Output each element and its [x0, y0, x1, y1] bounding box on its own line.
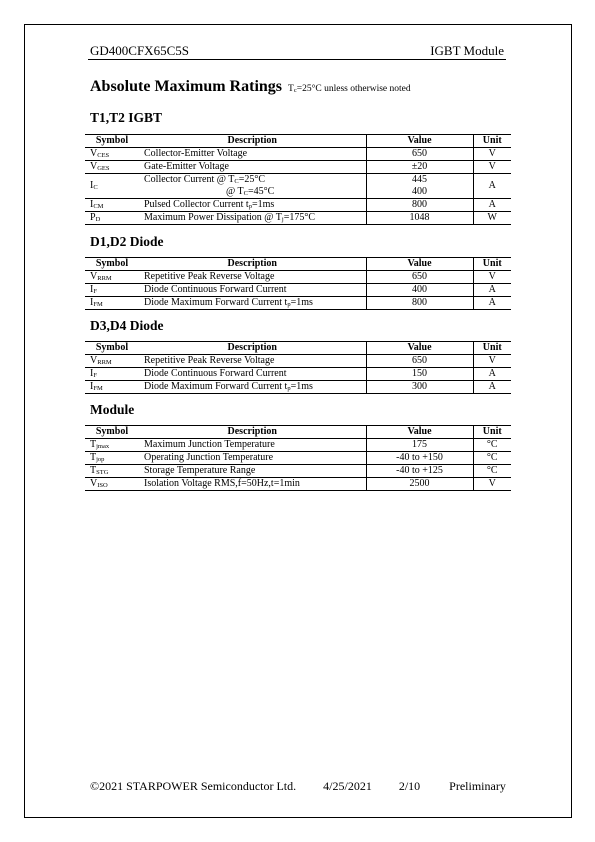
column-header: Symbol	[85, 135, 139, 148]
description-cell: Maximum Junction Temperature	[139, 439, 366, 452]
section-title-d3d4: D3,D4 Diode	[90, 318, 164, 333]
unit-cell: °C	[473, 439, 511, 452]
column-header: Symbol	[85, 426, 139, 439]
description-cell: Repetitive Peak Reverse Voltage	[139, 355, 366, 368]
column-header: Unit	[473, 342, 511, 355]
column-header: Value	[366, 135, 473, 148]
unit-cell: V	[473, 148, 511, 161]
table-row	[85, 368, 511, 381]
symbol-cell: $I_{FM}$	[85, 381, 139, 394]
value-cell: 800	[366, 297, 473, 310]
value-cell: 150	[366, 368, 473, 381]
column-header: Unit	[473, 258, 511, 271]
table-row	[85, 271, 511, 284]
value-cell: 650	[366, 355, 473, 368]
ratings-table-module	[85, 425, 511, 491]
table-header-row	[85, 135, 511, 148]
unit-cell: A	[473, 381, 511, 394]
column-header: Unit	[473, 426, 511, 439]
table-row	[85, 284, 511, 297]
column-header: Description	[139, 426, 366, 439]
title-note: $T_c=25^\circ C$ unless otherwise noted	[288, 84, 411, 94]
value-cell: 800	[366, 199, 473, 212]
value-cell: -40 to +150	[366, 452, 473, 465]
column-header: Symbol	[85, 342, 139, 355]
unit-cell: A	[473, 284, 511, 297]
section-title-module: Module	[90, 402, 135, 417]
value-cell: 2500	[366, 478, 473, 491]
symbol-cell: $T_{jmax}$	[85, 439, 139, 452]
table-header-row	[85, 258, 511, 271]
symbol-cell: $I_{CM}$	[85, 199, 139, 212]
value-cell: 1048	[366, 212, 473, 225]
description-cell: Diode Maximum Forward Current $t_p=1ms$	[139, 297, 366, 310]
part-number: GD400CFX65C5S	[90, 43, 189, 58]
description-cell: Pulsed Collector Current $t_p=1ms$	[139, 199, 366, 212]
section-title-d1d2: D1,D2 Diode	[90, 234, 164, 249]
column-header: Value	[366, 426, 473, 439]
symbol-cell: $T_{jop}$	[85, 452, 139, 465]
page-header	[90, 43, 504, 59]
table-row	[85, 199, 511, 212]
footer-page-number: 2/10	[398, 779, 421, 793]
value-cell: 445 400	[366, 174, 473, 199]
table-row	[85, 439, 511, 452]
column-header: Unit	[473, 135, 511, 148]
column-header: Description	[139, 135, 366, 148]
description-cell: Diode Maximum Forward Current $t_p=1ms$	[139, 381, 366, 394]
description-cell: Gate-Emitter Voltage	[139, 161, 366, 174]
page-title	[90, 78, 411, 96]
value-cell: ±20	[366, 161, 473, 174]
symbol-cell: $V_{RRM}$	[85, 355, 139, 368]
description-cell: Diode Continuous Forward Current	[139, 284, 366, 297]
table-row	[85, 478, 511, 491]
unit-cell: °C	[473, 465, 511, 478]
table-row	[85, 161, 511, 174]
value-cell: 650	[366, 148, 473, 161]
symbol-cell: $V_{RRM}$	[85, 271, 139, 284]
table-row	[85, 465, 511, 478]
unit-cell: V	[473, 478, 511, 491]
symbol-cell: $I_C$	[85, 174, 139, 199]
table-row	[85, 452, 511, 465]
header-divider	[88, 59, 506, 60]
symbol-cell: $V_{GES}$	[85, 161, 139, 174]
value-cell: -40 to +125	[366, 465, 473, 478]
description-cell: Operating Junction Temperature	[139, 452, 366, 465]
symbol-cell: $T_{STG}$	[85, 465, 139, 478]
unit-cell: W	[473, 212, 511, 225]
value-cell: 300	[366, 381, 473, 394]
description-cell: Collector Current @ $T_C=25^\circ C$ @ $T_C=45^\circ C$	[139, 174, 366, 199]
unit-cell: °C	[473, 452, 511, 465]
ratings-table-d3d4	[85, 341, 511, 394]
unit-cell: V	[473, 161, 511, 174]
column-header: Description	[139, 342, 366, 355]
symbol-cell: $I_F$	[85, 368, 139, 381]
description-cell: Storage Temperature Range	[139, 465, 366, 478]
symbol-cell: $I_F$	[85, 284, 139, 297]
table-row	[85, 212, 511, 225]
footer-date: 4/25/2021	[323, 779, 372, 793]
table-header-row	[85, 342, 511, 355]
table-row	[85, 381, 511, 394]
table-header-row	[85, 426, 511, 439]
unit-cell: A	[473, 368, 511, 381]
unit-cell: V	[473, 271, 511, 284]
footer-copyright: ©2021 STARPOWER Semiconductor Ltd.	[90, 779, 297, 793]
unit-cell: A	[473, 297, 511, 310]
unit-cell: A	[473, 199, 511, 212]
table-row	[85, 148, 511, 161]
description-cell: Collector-Emitter Voltage	[139, 148, 366, 161]
value-cell: 650	[366, 271, 473, 284]
value-cell: 400	[366, 284, 473, 297]
unit-cell: A	[473, 174, 511, 199]
description-cell: Isolation Voltage RMS,f=50Hz,t=1min	[139, 478, 366, 491]
title-main: Absolute Maximum Ratings	[90, 78, 283, 95]
column-header: Description	[139, 258, 366, 271]
description-cell: Repetitive Peak Reverse Voltage	[139, 271, 366, 284]
ratings-table-d1d2	[85, 257, 511, 310]
column-header: Value	[366, 342, 473, 355]
ratings-table-igbt	[85, 134, 511, 225]
table-row	[85, 355, 511, 368]
symbol-cell: $P_D$	[85, 212, 139, 225]
page-footer	[90, 779, 506, 794]
column-header: Value	[366, 258, 473, 271]
description-cell: Maximum Power Dissipation @ $T_j=175^\circ C$	[139, 212, 366, 225]
unit-cell: V	[473, 355, 511, 368]
description-cell: Diode Continuous Forward Current	[139, 368, 366, 381]
product-type: IGBT Module	[430, 43, 504, 58]
section-title-igbt: T1,T2 IGBT	[90, 110, 163, 125]
table-row	[85, 297, 511, 310]
value-cell: 175	[366, 439, 473, 452]
symbol-cell: $I_{FM}$	[85, 297, 139, 310]
symbol-cell: $V_{CES}$	[85, 148, 139, 161]
footer-status: Preliminary	[449, 779, 506, 793]
symbol-cell: $V_{ISO}$	[85, 478, 139, 491]
column-header: Symbol	[85, 258, 139, 271]
table-row	[85, 174, 511, 199]
